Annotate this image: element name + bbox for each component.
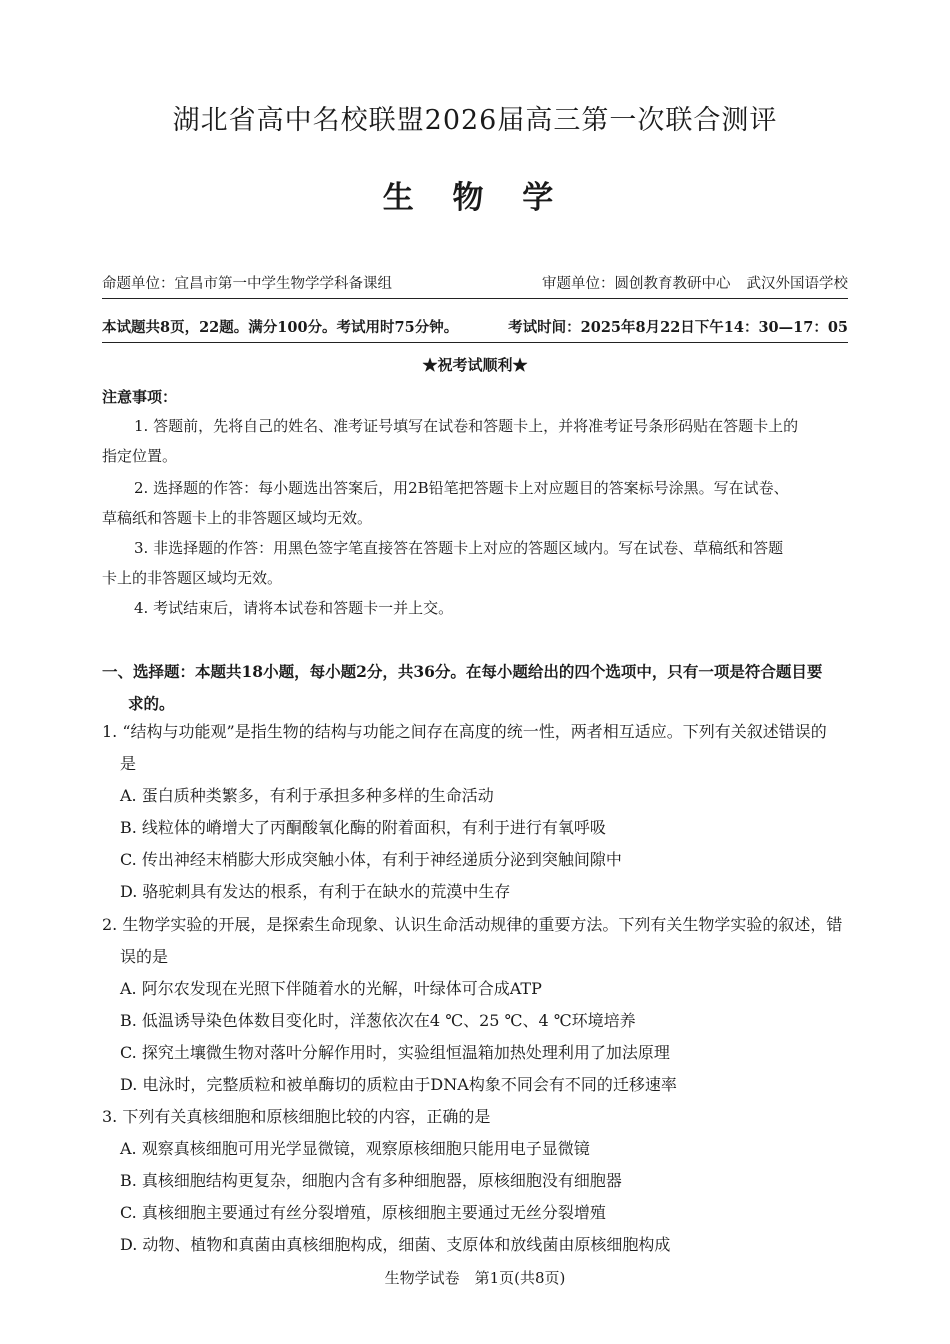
question-2 (102, 909, 848, 1101)
page-footer: 生物学试卷 第1页(共8页) (384, 1269, 566, 1287)
notice-line: 2. 选择题的作答：每小题选出答案后，用2B铅笔把答题卡上对应题目的答案标号涂黑。写在试卷、 (134, 479, 789, 497)
subject-title: 生 物 学 (382, 180, 568, 216)
notice-line: 草稿纸和答题卡上的非答题区域均无效。 (102, 509, 373, 527)
section-heading (102, 656, 848, 720)
good-luck-banner: ★祝考试顺利★ (422, 356, 528, 374)
question-stem: 2. 生物学实验的开展，是探索生命现象、认识生命活动规律的重要方法。下列有关生物学实验的叙述，错 (102, 915, 843, 934)
notice-item (102, 411, 848, 471)
question-stem: 误的是 (120, 947, 169, 966)
option-a: A. 观察真核细胞可用光学显微镜，观察原核细胞只能用电子显微镜 (120, 1139, 590, 1158)
unit-line (102, 268, 848, 299)
option-b: B. 线粒体的嵴增大了丙酮酸氧化酶的附着面积，有利于进行有氧呼吸 (120, 818, 606, 837)
reviewer-label: 审题单位：圆创教育教研中心 (542, 276, 731, 292)
exam-title: 湖北省高中名校联盟2026届高三第一次联合测评 (172, 105, 778, 136)
option-b: B. 低温诱导染色体数目变化时，洋葱依次在4 ℃、25 ℃、4 ℃环境培养 (120, 1011, 636, 1030)
notice-line: 4. 考试结束后，请将本试卷和答题卡一并上交。 (134, 599, 454, 617)
option-a: A. 蛋白质种类繁多，有利于承担多种多样的生命活动 (120, 786, 494, 805)
question-stem: 1. “结构与功能观”是指生物的结构与功能之间存在高度的统一性，两者相互适应。下列有关叙述错误的 (102, 722, 827, 741)
option-d: D. 骆驼刺具有发达的根系，有利于在缺水的荒漠中生存 (120, 882, 511, 901)
notice-item (102, 593, 848, 623)
reviewer-school: 武汉外国语学校 (746, 276, 848, 292)
notice-line: 1. 答题前，先将自己的姓名、准考证号填写在试卷和答题卡上，并将准考证号条形码贴在答题卡上的 (134, 417, 799, 435)
option-c: C. 真核细胞主要通过有丝分裂增殖，原核细胞主要通过无丝分裂增殖 (120, 1203, 606, 1222)
question-stem: 是 (120, 754, 137, 773)
reviewer-unit (542, 272, 848, 293)
option-d: D. 电泳时，完整质粒和被单酶切的质粒由于DNA构象不同会有不同的迁移速率 (120, 1075, 677, 1094)
option-c: C. 传出神经末梢膨大形成突触小体，有利于神经递质分泌到突触间隙中 (120, 850, 622, 869)
notice-item (102, 473, 848, 533)
notice-line: 卡上的非答题区域均无效。 (102, 569, 283, 587)
question-stem: 3. 下列有关真核细胞和原核细胞比较的内容，正确的是 (102, 1107, 491, 1126)
question-3 (102, 1101, 848, 1261)
exam-info-line (102, 314, 848, 343)
notice-line: 3. 非选择题的作答：用黑色签字笔直接答在答题卡上对应的答题区域内。写在试卷、草稿纸和答题 (134, 539, 784, 557)
section-line: 求的。 (128, 694, 175, 713)
exam-info: 本试题共8页，22题。满分100分。考试用时75分钟。 (102, 319, 459, 336)
option-d: D. 动物、植物和真菌由真核细胞构成，细菌、支原体和放线菌由原核细胞构成 (120, 1235, 671, 1254)
notice-title: 注意事项： (102, 388, 178, 406)
section-line: 一、选择题：本题共18小题，每小题2分，共36分。在每小题给出的四个选项中，只有一项是符合题目要 (102, 662, 823, 681)
notice-item (102, 533, 848, 593)
option-a: A. 阿尔农发现在光照下伴随着水的光解，叶绿体可合成ATP (120, 979, 542, 998)
notice-line: 指定位置。 (102, 447, 178, 465)
exam-time: 考试时间：2025年8月22日下午14：30—17：05 (508, 319, 848, 336)
proposer-unit: 命题单位：宜昌市第一中学生物学学科备课组 (102, 276, 392, 292)
option-c: C. 探究土壤微生物对落叶分解作用时，实验组恒温箱加热处理利用了加法原理 (120, 1043, 670, 1062)
question-1 (102, 716, 848, 908)
option-b: B. 真核细胞结构更复杂，细胞内含有多种细胞器，原核细胞没有细胞器 (120, 1171, 622, 1190)
